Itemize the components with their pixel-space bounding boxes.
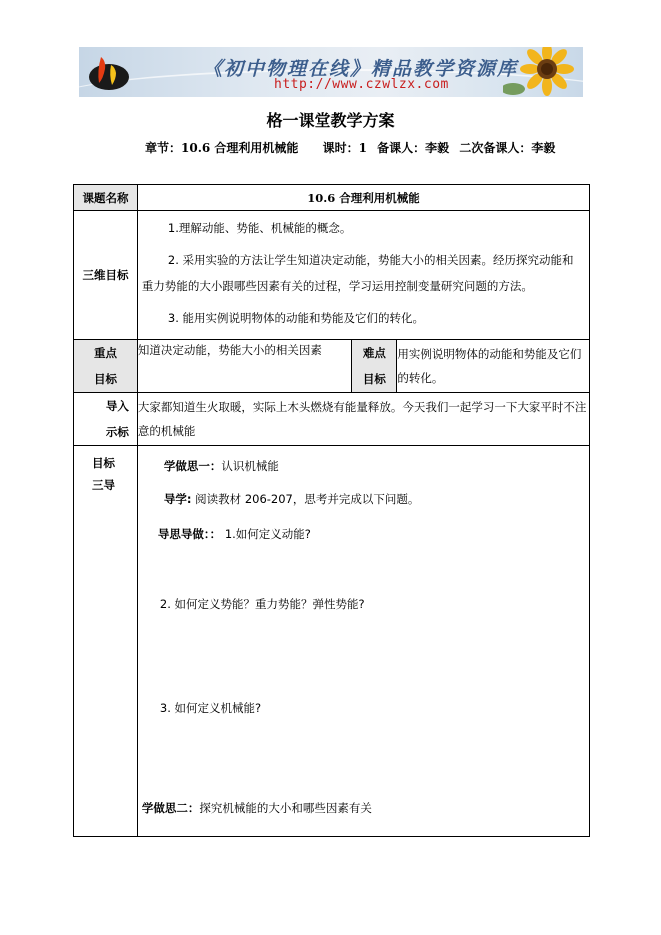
site-logo-icon [87,51,131,93]
three-guide-content [137,446,589,837]
course-name-value: 10.6 合理利用机械能 [137,185,589,211]
period-text: 课时：1 [322,141,367,155]
study-think-1 [164,458,279,474]
three-label-line: 目标 [92,456,115,470]
sunflower-icon [503,47,583,97]
difficult-label-line: 难点 [362,346,386,360]
key-label-line: 目标 [93,372,117,386]
intro-label [74,393,138,446]
intro-label-line: 示标 [105,425,129,439]
study-think-1-value: 认识机械能 [221,459,279,473]
difficult-goal-value: 用实例说明物体的动能和势能及它们的转化。 [397,340,590,393]
banner-url: http://www.czwlzx.com [274,77,449,92]
study-think-2-label: 学做思二： [141,801,200,815]
intro-value: 大家都知道生火取暖，实际上木头燃烧有能量释放。今天我们一起学习一下大家平时不注意的机械能 [137,393,589,446]
table-row [74,393,590,446]
banner-title: 《初中物理在线》精品教学资源库 [203,58,519,80]
table-row [74,340,590,393]
header-banner [79,47,583,97]
course-name-label: 课题名称 [74,185,138,211]
study-think-2-value: 探究机械能的大小和哪些因素有关 [199,801,372,815]
three-label-line: 三导 [92,478,115,492]
question-3: 3. 如何定义机械能? [159,701,262,715]
meta-line [145,139,561,156]
study-think-1-label: 学做思一： [163,459,222,473]
preparer-text: 备课人：李毅 [377,141,450,155]
lesson-plan-table [73,184,590,837]
question-1: 1.如何定义动能? [224,527,311,541]
table-row [74,211,590,340]
goal-item: 2. 采用实验的方法让学生知道决定动能，势能大小的相关因素。经历探究动能和重力势能的大小跟哪些因素有关的过程，学习运用控制变量研究问题的方法。 [141,253,574,293]
study-think-2 [142,800,372,816]
goal-item: 3. 能用实例说明物体的动能和势能及它们的转化。 [167,311,425,325]
chapter-text: 章节：10.6 合理利用机械能 [145,141,299,155]
question-2: 2. 如何定义势能？重力势能？弹性势能? [159,597,365,611]
guide-study-label: 导学: [163,492,192,506]
key-label-line: 重点 [93,346,117,360]
three-guide-label [74,446,138,837]
guide-study [164,491,419,507]
second-preparer-text: 二次备课人：李毅 [459,141,556,155]
key-goal-label [74,340,138,393]
table-row [74,185,590,211]
goals-cell [137,211,589,340]
table-row [74,446,590,837]
document-title: 格一课堂教学方案 [266,111,395,130]
guide-think-label: 导思导做：： [157,527,222,541]
difficult-goal-label [352,340,397,393]
difficult-label-line: 目标 [362,372,386,386]
guide-think [158,526,311,542]
goals-label: 三维目标 [74,211,138,340]
key-goal-value: 知道决定动能，势能大小的相关因素 [137,340,352,393]
intro-label-line: 导入 [105,399,129,413]
goal-item: 1.理解动能、势能、机械能的概念。 [167,221,352,235]
guide-study-value: 阅读教材 206-207，思考并完成以下问题。 [195,492,420,506]
